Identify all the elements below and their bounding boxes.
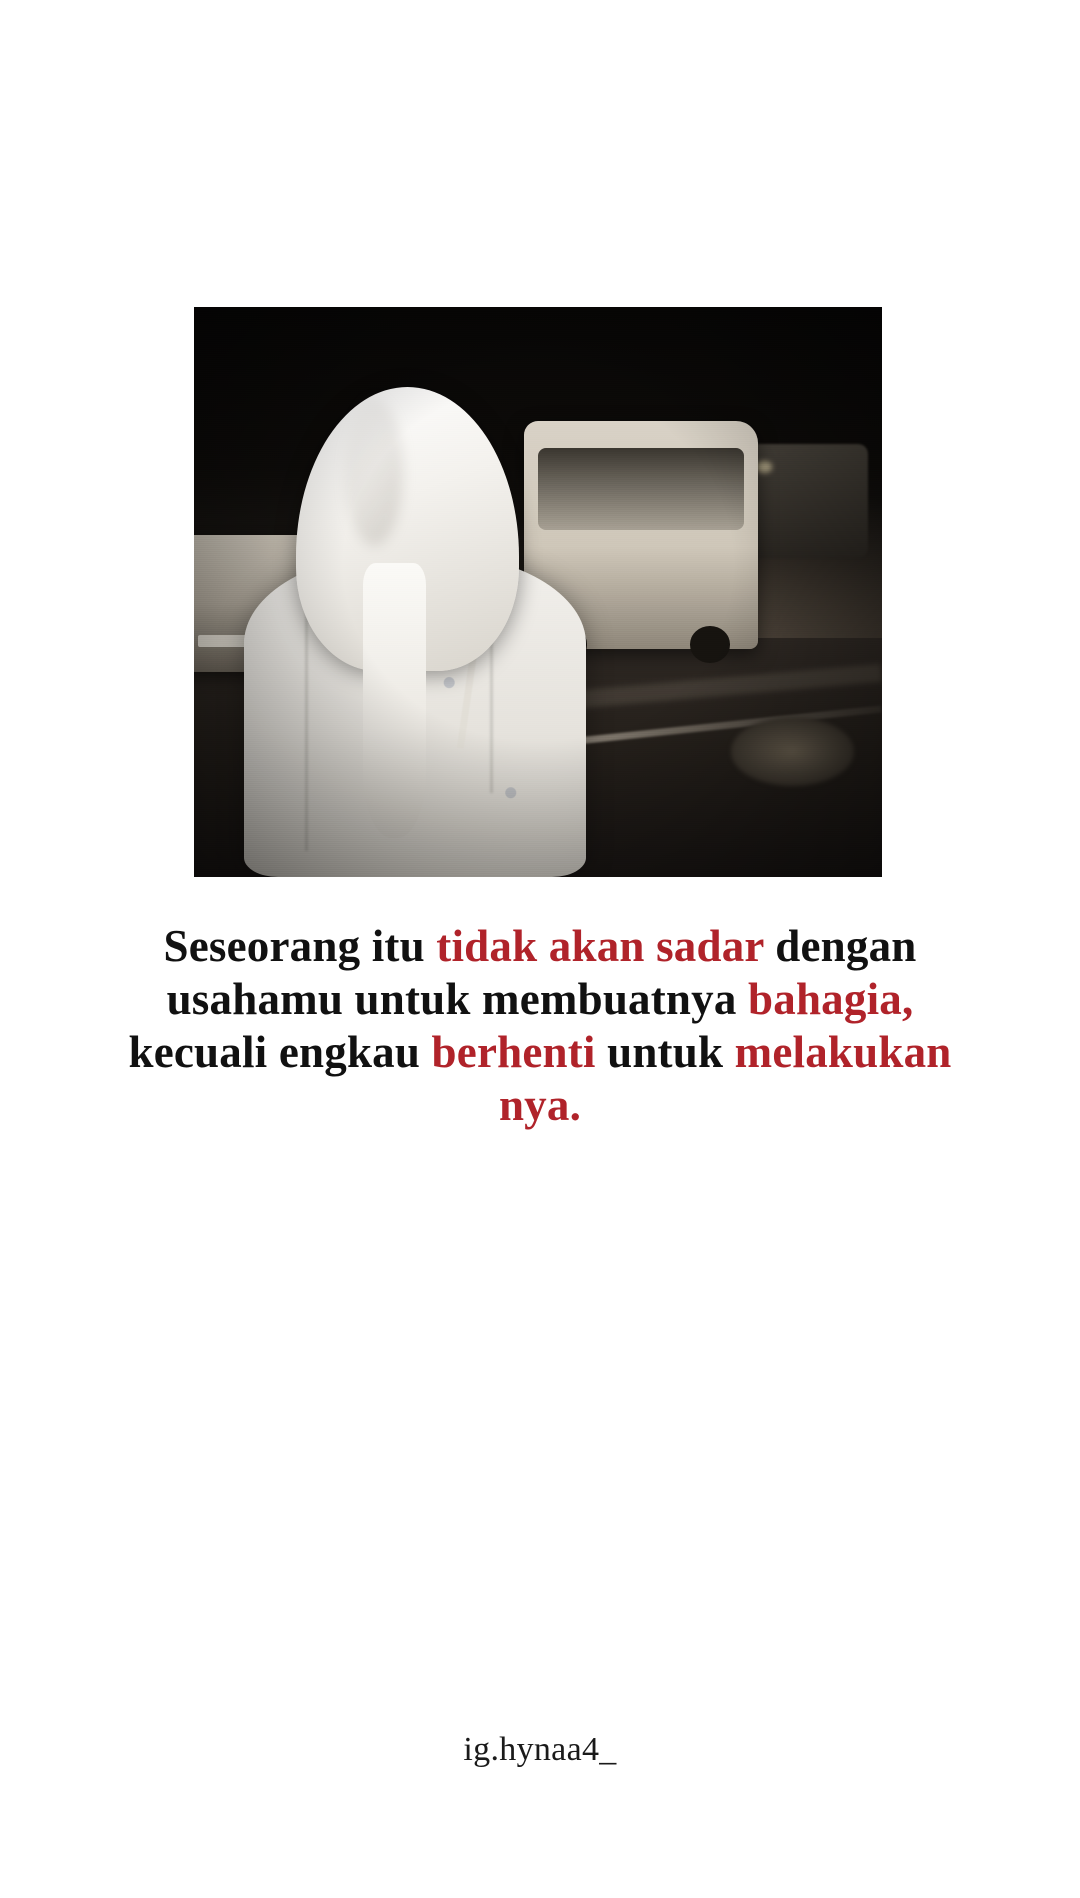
author-handle: ig.hynaa4_ — [463, 1731, 617, 1768]
quote-highlight: bahagia, — [748, 974, 914, 1025]
hijab-tail — [363, 563, 426, 838]
quote-plain: untuk — [595, 1027, 735, 1078]
street-light-glow — [756, 461, 772, 473]
quote-highlight: melakukan nya. — [498, 1027, 952, 1131]
person-figure — [222, 387, 594, 877]
quote-highlight: berhenti — [431, 1027, 596, 1078]
quote-text — [110, 920, 970, 1132]
quote-plain: dengan usahamu untuk membuatnya — [166, 921, 917, 1025]
roadside-bush — [731, 717, 855, 785]
van-wheel-rear — [690, 626, 730, 662]
photo — [194, 307, 882, 877]
photo-scene — [194, 307, 882, 877]
quote-plain: Seseorang itu — [163, 921, 437, 971]
quote-plain: kecuali engkau — [128, 1027, 432, 1078]
hijab-shadow — [345, 398, 403, 546]
quote-highlight: tidak akan sadar — [436, 921, 764, 971]
